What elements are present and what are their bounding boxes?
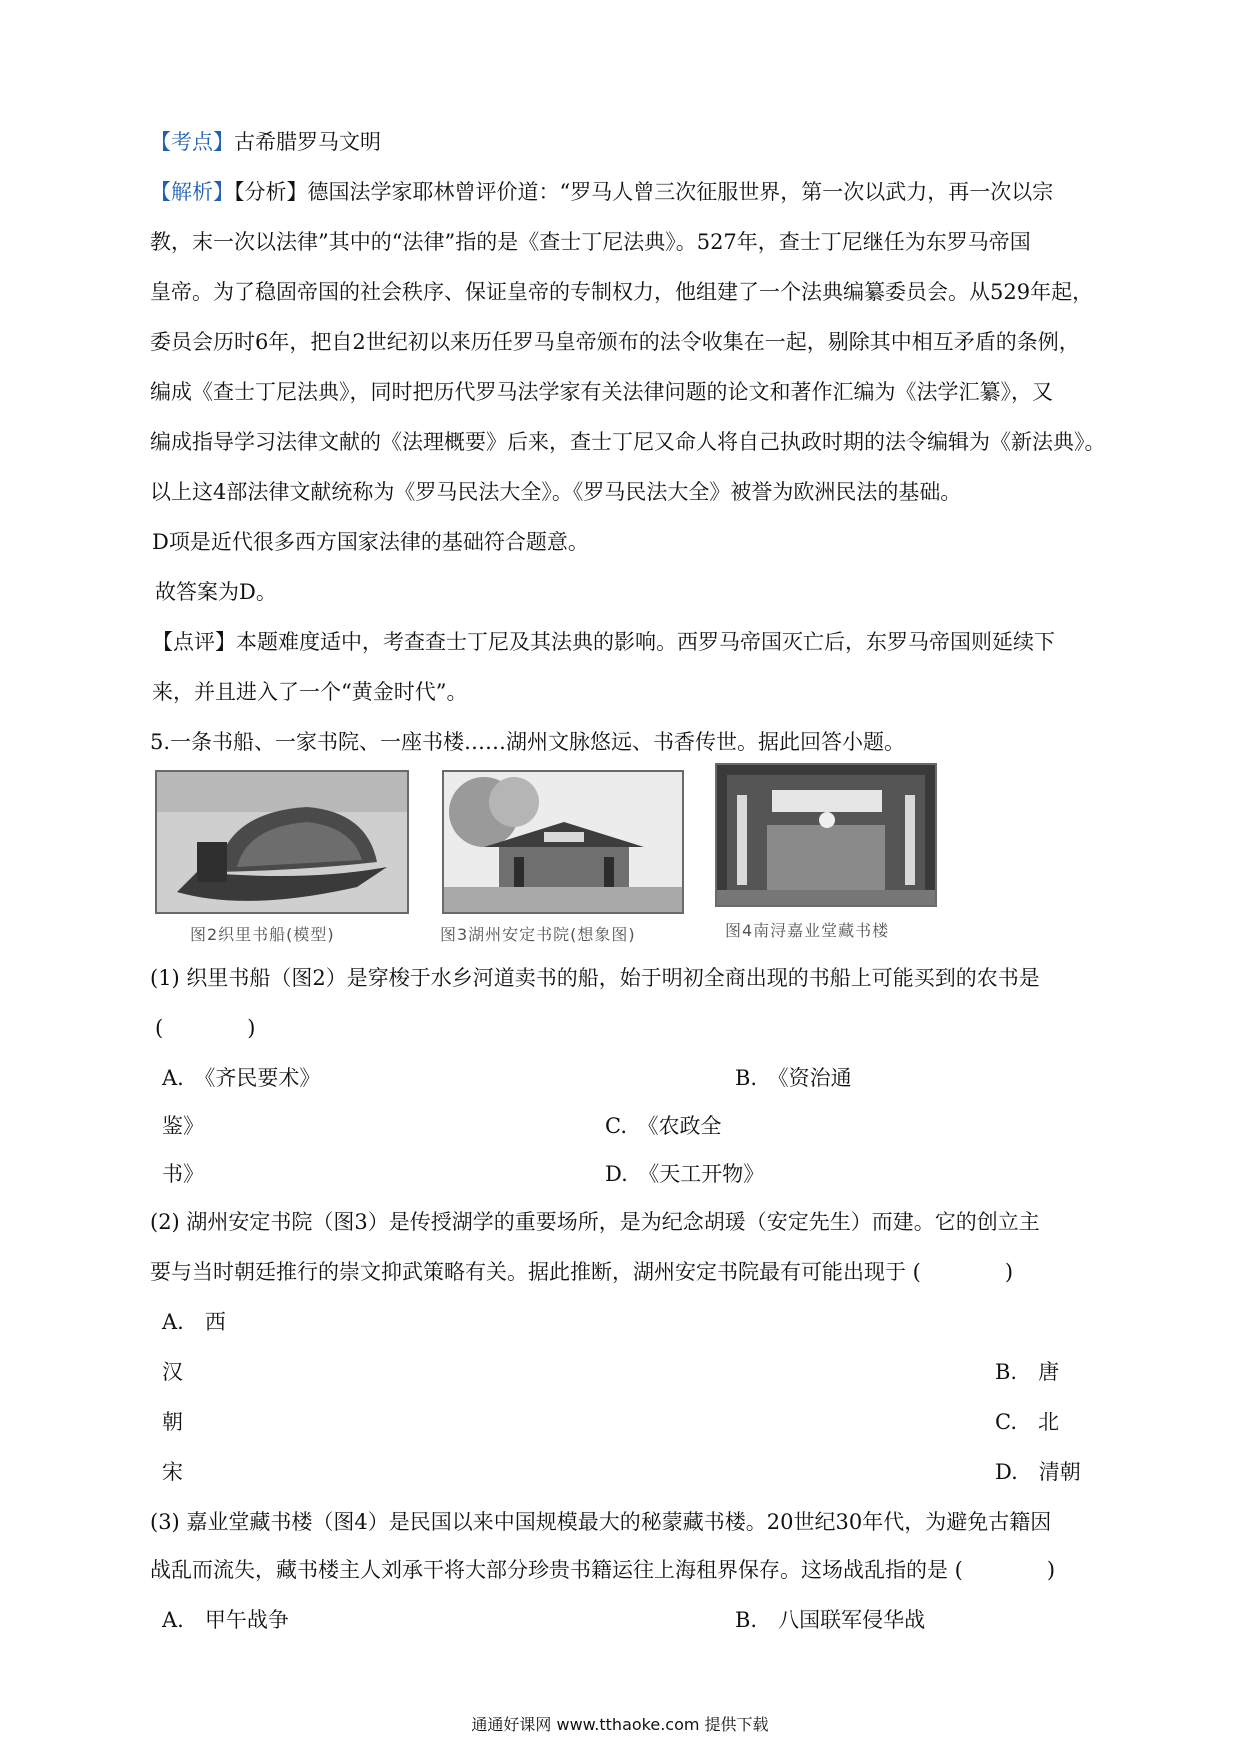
analysis-line: 编成指导学习法律文献的《法理概要》后来，查士丁尼又命人将自己执政时期的法令编辑为《新法典》。: [150, 430, 1106, 454]
kaodian-line: [150, 128, 381, 156]
q3-stem-line1: (3) 嘉业堂藏书楼（图4）是民国以来中国规模最大的秘蒙藏书楼。20世纪30年代，为避免古籍因: [150, 1510, 1052, 1534]
q1-option-b-cont: 鉴》: [162, 1114, 204, 1138]
kaodian-text: 古希腊罗马文明: [234, 130, 381, 154]
q3-stem-line2: 战乱而流失，藏书楼主人刘承干将大部分珍贵书籍运往上海租界保存。这场战乱指的是 ( ): [150, 1558, 1056, 1582]
book-boat-picture: [157, 772, 407, 912]
caption-figure-2: 图2织里书船(模型): [190, 925, 335, 944]
q2-stem-line1: (2) 湖州安定书院（图3）是传授湖学的重要场所，是为纪念胡瑗（安定先生）而建。它的创立主: [150, 1210, 1040, 1234]
q2-option-a-cont1: 汉: [162, 1360, 183, 1384]
analysis-line: 以上这4部法律文献统称为《罗马民法大全》。《罗马民法大全》被誉为欧洲民法的基础。: [150, 480, 962, 504]
q2-option-c: C. 北: [995, 1410, 1059, 1434]
figure-book-boat: [155, 770, 409, 914]
question5-stem: 5.一条书船、一家书院、一座书楼……湖州文脉悠远、书香传世。据此回答小题。: [150, 730, 906, 754]
q2-option-b: B. 唐: [995, 1360, 1060, 1384]
option-d-note: D项是近代很多西方国家法律的基础符合题意。: [152, 530, 589, 554]
q1-option-c: C. 《农政全: [605, 1114, 722, 1138]
jiexi-tag: 【解析】: [150, 180, 234, 204]
answer-line: 故答案为D。: [155, 580, 277, 604]
q1-option-d: D. 《天工开物》: [605, 1162, 765, 1186]
q2-option-a: A. 西: [162, 1310, 226, 1334]
q3-option-a: A. 甲午战争: [162, 1608, 289, 1632]
comment-line-1: 【点评】本题难度适中，考查查士丁尼及其法典的影响。西罗马帝国灭亡后，东罗马帝国则延续下: [152, 630, 1055, 654]
analysis-line: 教，末一次以法律”其中的“法律”指的是《查士丁尼法典》。527年，查士丁尼继任为东罗马帝国: [150, 230, 1031, 254]
q1-stem-line2: ( ): [155, 1016, 256, 1040]
q2-option-a-cont3: 宋: [162, 1460, 183, 1484]
comment-line-2: 来，并且进入了一个“黄金时代”。: [152, 680, 468, 704]
analysis-line: 皇帝。为了稳固帝国的社会秩序、保证皇帝的专制权力，他组建了一个法典编纂委员会。从529年起，: [150, 280, 1094, 304]
q1-option-b: B. 《资治通: [735, 1066, 852, 1090]
q2-stem-line2: 要与当时朝廷推行的崇文抑武策略有关。据此推断，湖州安定书院最有可能出现于 ( ): [150, 1260, 1014, 1284]
figure-library: [715, 763, 937, 907]
figure-academy: [442, 770, 684, 914]
analysis-line: 编成《查士丁尼法典》，同时把历代罗马法学家有关法律问题的论文和著作汇编为《法学汇纂》，又: [150, 380, 1053, 404]
caption-figure-3: 图3湖州安定书院(想象图): [440, 925, 636, 944]
analysis-line: 【分析】德国法学家耶林曾评价道：“罗马人曾三次征服世界，第一次以武力，再一次以宗: [234, 180, 1054, 204]
analysis-line: 委员会历时6年，把自2世纪初以来历任罗马皇帝颁布的法令收集在一起，剔除其中相互矛盾的条例，: [150, 330, 1080, 354]
q1-option-c-cont: 书》: [162, 1162, 204, 1186]
q1-option-a: A. 《齐民要术》: [162, 1066, 321, 1090]
jiexi-line-1: [150, 178, 1053, 206]
q2-option-a-cont2: 朝: [162, 1410, 183, 1434]
caption-figure-4: 图4南浔嘉业堂藏书楼: [725, 921, 890, 940]
library-picture: [717, 765, 935, 905]
page-footer: 通通好课网 www.tthaoke.com 提供下载: [471, 1715, 769, 1734]
q2-option-d: D. 清朝: [995, 1460, 1081, 1484]
kaodian-tag: 【考点】: [150, 130, 234, 154]
q3-option-b: B. 八国联军侵华战: [735, 1608, 926, 1632]
q1-stem-line1: (1) 织里书船（图2）是穿梭于水乡河道卖书的船，始于明初全商出现的书船上可能买到的农书是: [150, 966, 1040, 990]
academy-picture: [444, 772, 682, 912]
